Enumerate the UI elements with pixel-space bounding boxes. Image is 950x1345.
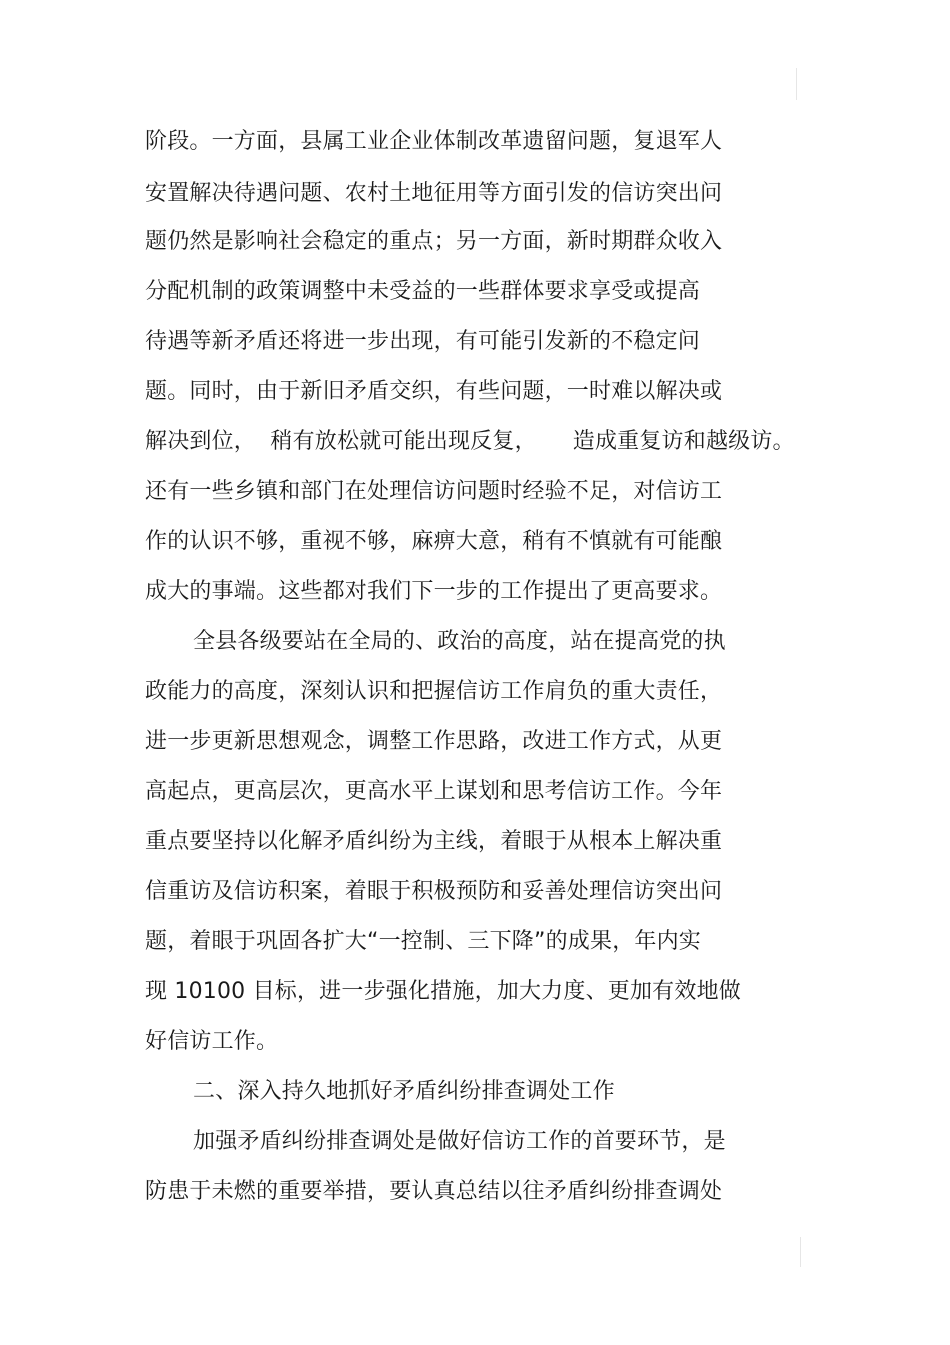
text-line-19: 好信访工作。: [145, 1029, 279, 1054]
text-line-6: 题。同时，由于新旧矛盾交织，有些问题，一时难以解决或: [145, 379, 723, 404]
text-line-13: 进一步更新思想观念，调整工作思路，改进工作方式，从更: [145, 729, 723, 754]
text-line-17: 题，着眼于巩固各扩大“一控制、三下降”的成果，年内实: [145, 929, 701, 954]
text-line-16: 信重访及信访积案，着眼于积极预防和妥善处理信访突出问: [145, 879, 723, 904]
paragraph-2-first-line: 全县各级要站在全局的、政治的高度，站在提高党的执: [193, 629, 726, 654]
text-line-15: 重点要坚持以化解矛盾纠纷为主线，着眼于从根本上解决重: [145, 829, 723, 854]
paragraph-3-first-line: 加强矛盾纠纷排查调处是做好信访工作的首要环节，是: [193, 1129, 726, 1154]
text-line-10: 成大的事端。这些都对我们下一步的工作提出了更高要求。: [145, 579, 723, 604]
text-line-14: 高起点，更高层次，更高水平上谋划和思考信访工作。今年: [145, 779, 723, 804]
text-line-12: 政能力的高度，深刻认识和把握信访工作肩负的重大责任，: [145, 679, 723, 704]
text-line-18: 现 10100 目标，进一步强化措施，加大力度、更加有效地做: [145, 979, 741, 1004]
page-edge-mark-top: [796, 68, 797, 100]
text-line-1: 阶段。一方面，县属工业企业体制改革遗留问题，复退军人: [145, 129, 723, 154]
text-line-7: 解决到位， 稍有放松就可能出现反复， 造成重复访和越级访。: [145, 429, 795, 454]
text-line-3: 题仍然是影响社会稳定的重点；另一方面，新时期群众收入: [145, 229, 723, 254]
text-line-5: 待遇等新矛盾还将进一步出现，有可能引发新的不稳定问: [145, 329, 701, 354]
section-heading: 二、深入持久地抓好矛盾纠纷排查调处工作: [193, 1079, 615, 1104]
text-line-2: 安置解决待遇问题、农村土地征用等方面引发的信访突出问: [145, 181, 723, 206]
text-line-8: 还有一些乡镇和部门在处理信访问题时经验不足，对信访工: [145, 479, 723, 504]
text-line-4: 分配机制的政策调整中未受益的一些群体要求享受或提高: [145, 279, 701, 304]
text-line-22: 防患于未燃的重要举措，要认真总结以往矛盾纠纷排查调处: [145, 1179, 723, 1204]
text-line-9: 作的认识不够，重视不够，麻痹大意，稍有不慎就有可能酿: [145, 529, 723, 554]
page-edge-mark-bottom: [800, 1237, 801, 1267]
